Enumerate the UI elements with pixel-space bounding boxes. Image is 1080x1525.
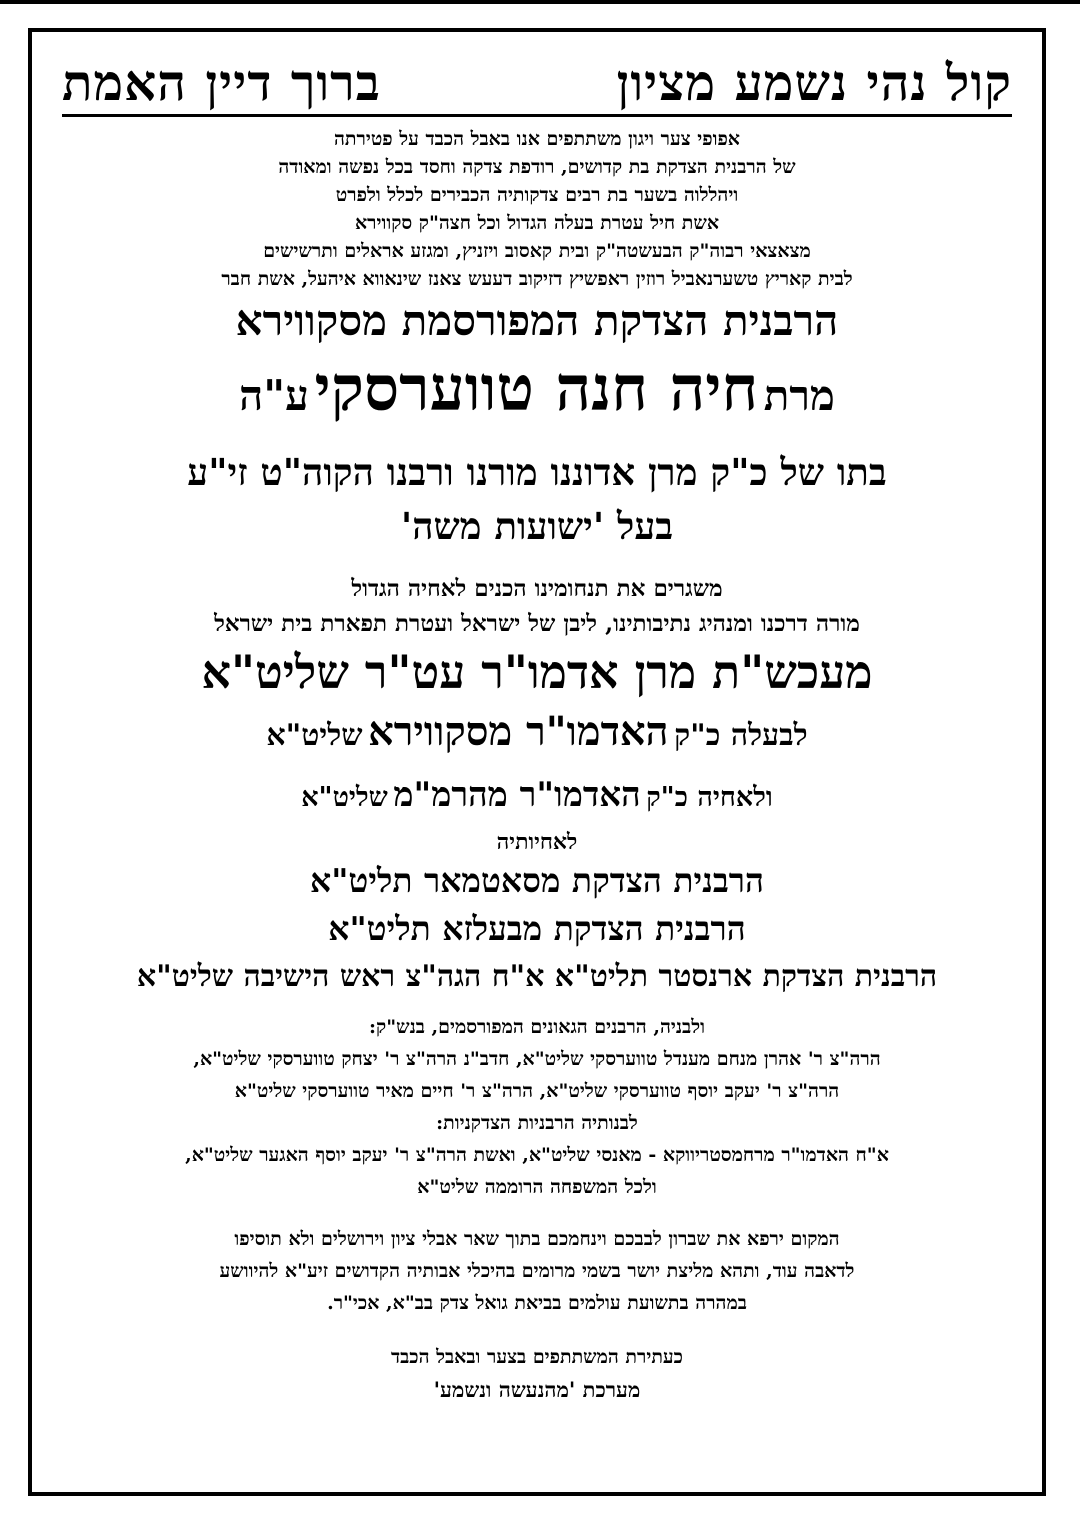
brother-name: האדמו"ר מהרמ"מ	[393, 775, 641, 815]
sons-line: הרה"צ ר' אהרן מנחם מענדל טווערסקי שליט"א, חדב"נ הרה"צ ר' יצחק טווערסקי שליט"א,	[193, 1048, 881, 1070]
sister-line: הרבנית הצדקת ארנסטר תליט"א א"ח הגה"צ ראש הישיבה שליט"א	[136, 959, 938, 994]
condolence-line: משגרים את תנחומינו הכנים לאחיה הגדול	[351, 575, 723, 602]
rebbe-line: מעכש"ת מרן אדמו"ר עט"ר שליט"א	[201, 645, 873, 699]
name-prefix: מרת	[763, 371, 835, 420]
sons-line: הרה"צ ר' יעקב יוסף טווערסקי שליט"א, הרה"צ ר' חיים מאיר טווערסקי שליט"א	[234, 1080, 840, 1102]
intro-line: של הרבנית הצדקת בת קדושים, רודפת צדקה וחסד בכל נפשה ומאודה	[278, 156, 796, 178]
husband-name: האדמו"ר מסקווירא	[368, 708, 669, 755]
notice-content	[62, 32, 1012, 1492]
signature-org: מערכת 'מהנעשה ונשמע'	[433, 1377, 641, 1402]
intro-line: אשת חיל עטרת בעלה הגדול וכל חצה"ק סקווירא	[354, 212, 720, 234]
sister-line: הרבנית הצדקת מבעלזא תליט"א	[328, 909, 746, 948]
husband-line	[62, 703, 1012, 769]
intro-line: לבית קאריץ טשערנאביל רוזין ראפשיץ דזיקוב דעעש צאנז שינאווא איהעל, אשת חבר	[221, 268, 853, 290]
top-rule	[0, 0, 1080, 4]
blessing-line: המקום ירפא את שברון לבבכם וינחמכם בתוך שאר אבלי ציון וירושלים ולא תוסיפו	[234, 1228, 840, 1250]
family-line: ולכל המשפחה הרוממה שליט"א	[417, 1176, 657, 1198]
husband-prefix: לבעלה כ"ק	[674, 718, 808, 753]
sister-line: הרבנית הצדקת מסאטמאר תליט"א	[310, 861, 764, 900]
daughters-label: לבנותיה הרבניות הצדקניות:	[436, 1112, 638, 1134]
brother-prefix: ולאחיה כ"ק	[646, 782, 773, 813]
intro-line: מצאצאי רבוה"ק הבעשטה"ק ובית קאסוב ויזניץ, ומגזע אראלים ותרשישים	[263, 240, 811, 262]
name-main: חיה חנה טווערסקי	[314, 352, 759, 425]
name-line	[62, 349, 1012, 445]
father-line: בעל 'ישועות משה'	[400, 504, 674, 548]
intro-line: אפופי צער ויגון משתתפים אנו באבל הכבד על פטירתה	[334, 128, 740, 150]
notice-frame	[28, 28, 1046, 1496]
brother-line	[62, 769, 1012, 827]
daughters-line: א"ח האדמו"ר מרחמסטריווקא - מאנסי שליט"א, ואשת הרה"צ ר' יעקב יוסף האגער שליט"א,	[185, 1144, 889, 1166]
header-right: קול נהי נשמע מציון	[616, 53, 1012, 112]
blessing-line: לדאבה עוד, ותהא מליצת יושר בשמי מרומים בהיכלי אבותיה הקדושים זיע"א להיוושע	[219, 1260, 855, 1282]
brother-suffix: שליט"א	[301, 782, 388, 813]
father-line: בתו של כ"ק מרן אדוננו מורנו ורבנו הקוה"ט זי"ע	[187, 450, 887, 494]
blessing-line: במהרה בתשועת עולמים בביאת גואל צדק בב"א, אכי"ר.	[327, 1292, 747, 1314]
sisters-label: לאחיותיה	[496, 829, 578, 855]
name-suffix: ע"ה	[239, 371, 309, 420]
husband-suffix: שליט"א	[266, 718, 363, 753]
condolence-line: מורה דרכנו ומנהיג נתיבותינו, ליבן של ישראל ועטרת תפארת בית ישראל	[214, 610, 860, 637]
notice-header	[62, 54, 1012, 117]
header-left: ברוך דיין האמת	[62, 53, 381, 112]
title-line: הרבנית הצדקת המפורסמת מסקווירא	[235, 296, 839, 345]
signature-line: כעתירת המשתתפים בצער ובאבל הכבד	[391, 1346, 683, 1368]
intro-line: ויהללוה בשער בת רבים צדקותיה הכבירים לכלל ולפרט	[335, 184, 739, 206]
sons-line: ולבניה, הרבנים הגאונים המפורסמים, בנש"ק:	[369, 1016, 705, 1038]
